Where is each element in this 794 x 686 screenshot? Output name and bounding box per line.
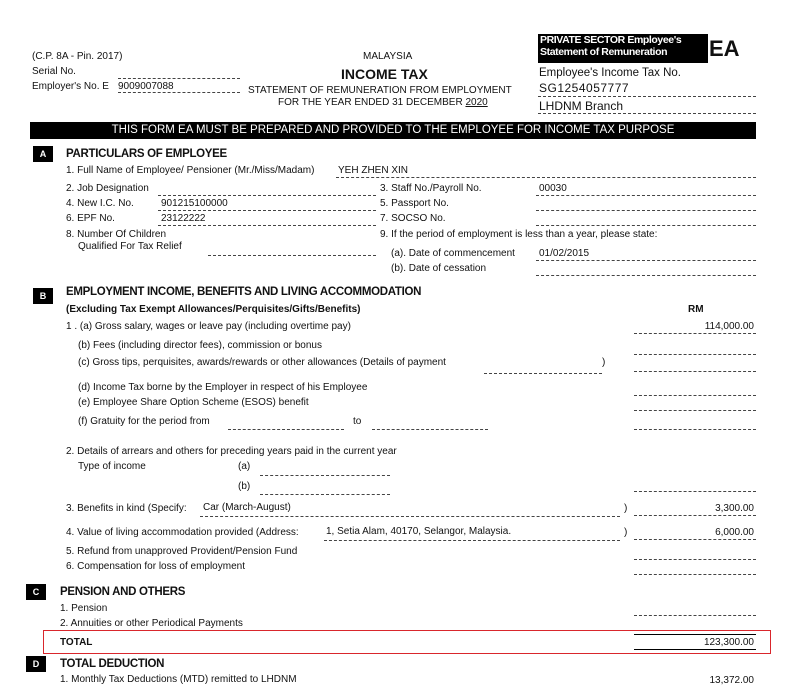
epf-no: 23122222 (161, 213, 206, 224)
staff-no: 00030 (539, 183, 567, 194)
staff-label: 3. Staff No./Payroll No. (380, 183, 482, 194)
cessation-label: (b). Date of cessation (391, 263, 487, 274)
socso-field[interactable] (536, 225, 756, 226)
line-1e-field[interactable] (634, 410, 756, 411)
year: 2020 (465, 97, 488, 108)
rm-header: RM (688, 304, 704, 315)
section-d-title: TOTAL DEDUCTION (60, 658, 165, 670)
line-3-detail: Car (March-August) (203, 502, 291, 513)
line-1e-label: (e) Employee Share Option Scheme (ESOS) benefit (78, 397, 309, 408)
mtd-label: 1. Monthly Tax Deductions (MTD) remitted to LHDNM (60, 674, 297, 685)
annuities-label: 2. Annuities or other Periodical Payments (60, 618, 243, 629)
line-1a-line (634, 333, 756, 334)
type-income-label: Type of income (78, 461, 146, 472)
employer-label: Employer's No. E (32, 81, 109, 92)
line-3-paren: ) (624, 503, 628, 514)
socso-label: 7. SOCSO No. (380, 213, 446, 224)
line-1f-field[interactable] (634, 429, 756, 430)
line-1d-label: (d) Income Tax borne by the Employer in respect of his Employee (78, 382, 368, 393)
option-b-label: (b) (238, 481, 251, 492)
commence-date: 01/02/2015 (539, 248, 590, 259)
children-field[interactable] (208, 255, 376, 256)
line-6-label: 6. Compensation for loss of employment (66, 561, 245, 572)
commence-label: (a). Date of commencement (391, 248, 515, 259)
line-6-field[interactable] (634, 574, 756, 575)
employer-field-line (118, 92, 240, 93)
epf-label: 6. EPF No. (66, 213, 115, 224)
section-b-subtitle: (Excluding Tax Exempt Allowances/Perquisites/Gifts/Benefits) (66, 304, 361, 315)
passport-field[interactable] (536, 210, 756, 211)
line-4-detail: 1, Setia Alam, 40170, Selangor, Malaysia. (326, 526, 512, 537)
form-code: (C.P. 8A - Pin. 2017) (32, 51, 123, 62)
section-a-title: PARTICULARS OF EMPLOYEE (66, 148, 227, 160)
line-1b-label: (b) Fees (including director fees), commission or bonus (78, 340, 322, 351)
year-line (278, 97, 488, 108)
job-label: 2. Job Designation (66, 183, 149, 194)
ic-label: 4. New I.C. No. (66, 198, 134, 209)
box-line2: Statement of Remuneration (540, 46, 668, 58)
branch-line[interactable] (538, 113, 756, 114)
line-5-field[interactable] (634, 559, 756, 560)
page-title: INCOME TAX (341, 66, 428, 82)
line-3-line (634, 515, 756, 516)
line-3-amount: 3,300.00 (715, 503, 754, 514)
branch-label: LHDNM Branch (539, 99, 624, 113)
section-b-title: EMPLOYMENT INCOME, BENEFITS AND LIVING ACCOMMODATION (66, 286, 422, 298)
serial-field[interactable] (118, 78, 240, 79)
gratuity-to-label: to (353, 416, 362, 427)
period-label: 9. If the period of employment is less than a year, please state: (380, 229, 658, 240)
line-4-paren: ) (624, 527, 628, 538)
tax-no: SG1254057777 (539, 81, 630, 95)
line-1f-label: (f) Gratuity for the period from (78, 416, 210, 427)
commence-line (536, 260, 756, 261)
ea-label: EA (709, 36, 740, 61)
line-1a-amount: 114,000.00 (704, 321, 754, 332)
children-label-2: Qualified For Tax Relief (78, 241, 182, 252)
line-3-label: 3. Benefits in kind (Specify: (66, 503, 187, 514)
tax-no-label: Employee's Income Tax No. (539, 67, 681, 79)
section-c-title: PENSION AND OTHERS (60, 586, 186, 598)
total-amount: 123,300.00 (703, 637, 754, 648)
line-4-label: 4. Value of living accommodation provided (Address: (66, 527, 299, 538)
name-line (336, 177, 756, 178)
passport-label: 5. Passport No. (380, 198, 449, 209)
gratuity-from[interactable] (228, 429, 344, 430)
line-4-amount: 6,000.00 (715, 527, 754, 538)
serial-label: Serial No. (32, 66, 76, 77)
children-label-1: 8. Number Of Children (66, 229, 167, 240)
line-2-field[interactable] (634, 491, 756, 492)
job-field[interactable] (158, 195, 376, 196)
name-label: 1. Full Name of Employee/ Pensioner (Mr./Miss/Madam) (66, 165, 315, 176)
page-subtitle: STATEMENT OF REMUNERATION FROM EMPLOYMENT (248, 85, 512, 96)
section-c-marker: C (26, 584, 46, 600)
option-a-field[interactable] (260, 475, 390, 476)
tax-no-line (538, 96, 756, 97)
section-b-marker: B (33, 288, 53, 304)
line-4-detail-line (324, 540, 620, 541)
line-5-label: 5. Refund from unapproved Provident/Pension Fund (66, 546, 298, 557)
section-a-marker: A (33, 146, 53, 162)
country: MALAYSIA (363, 51, 413, 62)
line-1c-label: (c) Gross tips, perquisites, awards/rewards or other allowances (Details of payment (78, 357, 446, 368)
line-3-detail-line (200, 516, 620, 517)
gratuity-to[interactable] (372, 429, 488, 430)
employee-name: YEH ZHEN XIN (338, 165, 409, 176)
employer-no: 9009007088 (118, 81, 174, 92)
line-2-label: 2. Details of arrears and others for preceding years paid in the current year (66, 446, 397, 457)
pension-label: 1. Pension (60, 603, 108, 614)
cessation-field[interactable] (536, 275, 756, 276)
line-1d-field[interactable] (634, 395, 756, 396)
option-a-label: (a) (238, 461, 251, 472)
form-type-box (538, 34, 708, 63)
box-line1: PRIVATE SECTOR Employee's (540, 34, 682, 46)
option-b-field[interactable] (260, 494, 390, 495)
year-prefix: FOR THE YEAR ENDED 31 DECEMBER (278, 97, 463, 108)
total-top-rule (634, 634, 756, 635)
pension-field[interactable] (634, 615, 756, 616)
staff-line (536, 195, 756, 196)
line-1c-paren: ) (602, 357, 606, 368)
line-1c-field[interactable] (634, 371, 756, 372)
ic-no: 901215100000 (161, 198, 228, 209)
line-1b-field[interactable] (634, 354, 756, 355)
ic-line (158, 210, 376, 211)
total-label: TOTAL (60, 637, 93, 648)
line-1c-details[interactable] (484, 373, 602, 374)
epf-line (158, 225, 376, 226)
line-1a-label: 1 . (a) Gross salary, wages or leave pay (including overtime pay) (66, 321, 351, 332)
banner: THIS FORM EA MUST BE PREPARED AND PROVIDED TO THE EMPLOYEE FOR INCOME TAX PURPOSE (30, 122, 756, 139)
mtd-amount: 13,372.00 (709, 675, 754, 686)
line-4-line (634, 539, 756, 540)
total-bottom-rule (634, 649, 756, 650)
section-d-marker: D (26, 656, 46, 672)
